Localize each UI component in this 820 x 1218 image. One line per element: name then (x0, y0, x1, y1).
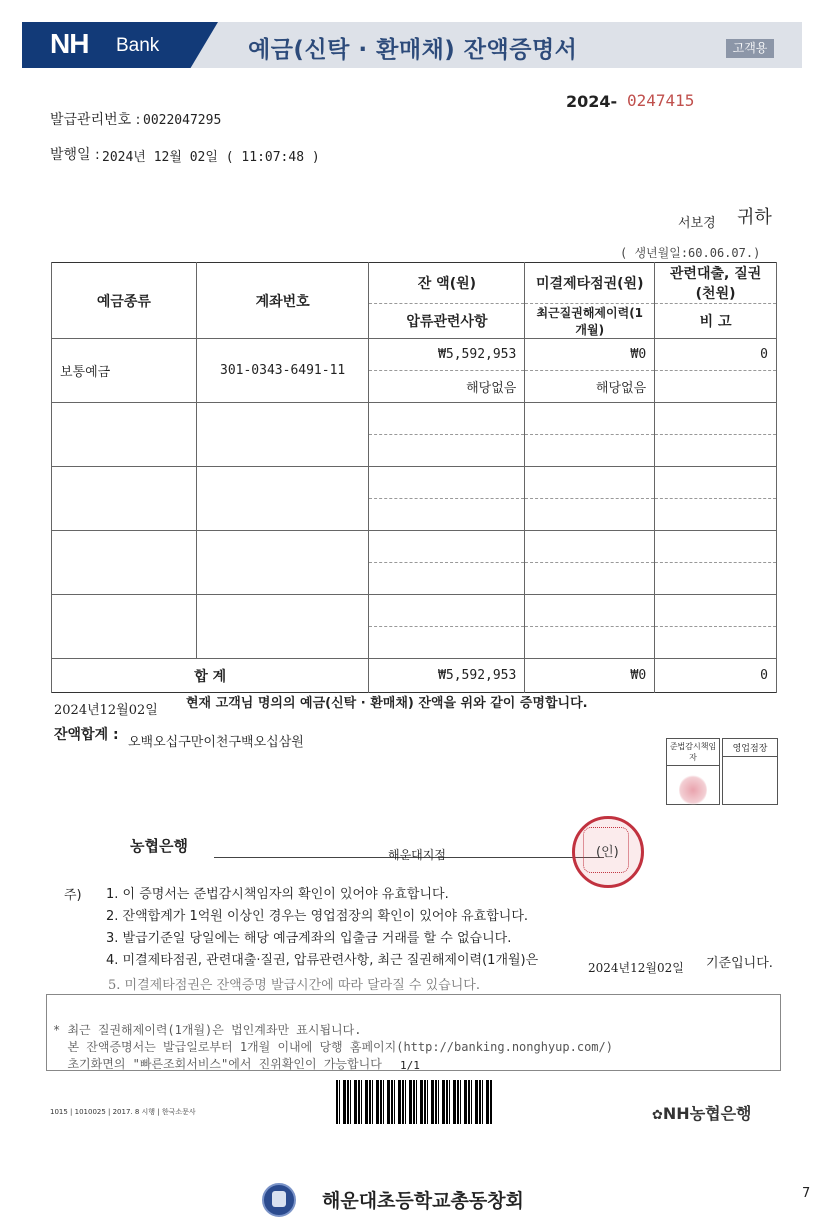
note-item: 1. 이 증명서는 준법감시책임자의 확인이 있어야 유효합니다. (106, 887, 449, 902)
note-item: 3. 발급기준일 당일에는 해당 예금계좌의 입출금 거래를 할 수 없습니다. (106, 931, 512, 946)
certify-date: 2024년12월02일 (54, 703, 158, 718)
empty-cell (655, 563, 777, 595)
manager-stamp-label: 영업점장 (723, 739, 777, 757)
empty-cell (369, 403, 525, 435)
notice-line: * 최근 질권해제이력(1개월)은 법인계좌만 표시됩니다. (53, 1023, 362, 1037)
page-number: 7 (802, 1186, 811, 1201)
officer-stamp-box (666, 738, 720, 805)
empty-cell (52, 595, 197, 659)
row-loan: 0 (655, 339, 777, 371)
empty-cell (369, 499, 525, 531)
empty-cell (196, 595, 369, 659)
empty-cell (52, 403, 197, 467)
header-deposit-type: 예금종류 (52, 263, 197, 339)
manager-stamp-box (722, 738, 778, 805)
doc-number-prefix: 2024- (566, 92, 618, 111)
empty-cell (525, 595, 655, 627)
recipient-suffix: 귀하 (737, 207, 772, 228)
total-loan: 0 (655, 659, 777, 693)
school-emblem-icon (262, 1183, 296, 1217)
issue-date-label: 발행일 : (50, 147, 100, 163)
header-seizure: 압류관련사항 (369, 304, 525, 339)
empty-cell (655, 403, 777, 435)
header-loan: 관련대출, 질권(천원) (655, 263, 777, 304)
balance-sum-value: 오백오십구만이천구백오십삼원 (128, 735, 304, 750)
note-4-suffix: 기준입니다. (706, 956, 773, 971)
mgmt-number-value: 0022047295 (143, 113, 222, 128)
certify-text: 현재 고객님 명의의 예금(신탁 · 환매채) 잔액을 위와 같이 증명합니다. (186, 696, 588, 711)
note-4-date: 2024년12월02일 (588, 961, 684, 975)
doc-number: 0247415 (627, 91, 695, 110)
balance-table (51, 262, 777, 693)
bank-logo-text: Bank (116, 35, 160, 56)
empty-cell (52, 467, 197, 531)
customer-badge: 고객용 (726, 39, 774, 58)
footer-logo-text: NH농협은행 (662, 1104, 752, 1123)
empty-cell (369, 563, 525, 595)
mgmt-number-label: 발급관리번호 : (50, 112, 141, 128)
footer-logo (652, 1101, 752, 1124)
row-balance: ₩5,592,953 (369, 339, 525, 371)
barcode-icon (336, 1080, 492, 1124)
header-account-number: 계좌번호 (196, 263, 369, 339)
empty-cell (655, 531, 777, 563)
row-cancel-history: 해당없음 (525, 371, 655, 403)
officer-stamp-label: 준법감시책임자 (667, 739, 719, 766)
page-indicator: 1/1 (400, 1059, 420, 1072)
total-label: 합 계 (52, 659, 369, 693)
total-balance: ₩5,592,953 (369, 659, 525, 693)
empty-cell (655, 435, 777, 467)
recipient-dob: ( 생년월일:60.06.07.) (620, 246, 761, 260)
form-code: 1015 | 1010025 | 2017. 8 시행 | 한국소문사 (50, 1108, 196, 1116)
row-account-number: 301-0343-6491-11 (196, 339, 369, 403)
empty-cell (525, 499, 655, 531)
empty-cell (655, 499, 777, 531)
branch-name: 해운대지점 (388, 848, 446, 862)
officer-stamp-mark (679, 774, 707, 806)
empty-cell (196, 403, 369, 467)
notice-line: 초기화면의 "빠른조회서비스"에서 진위확인이 가능합니다 (53, 1057, 382, 1071)
bank-seal-icon (572, 816, 644, 888)
empty-cell (525, 403, 655, 435)
empty-cell (369, 595, 525, 627)
empty-cell (196, 531, 369, 595)
notes-label: 주) (64, 888, 82, 903)
association-name: 해운대초등학교총동창회 (322, 1190, 524, 1212)
empty-cell (52, 531, 197, 595)
empty-cell (525, 435, 655, 467)
nh-leaf-icon: ✿ (652, 1108, 663, 1123)
empty-cell (655, 467, 777, 499)
header-balance: 잔 액(원) (369, 263, 525, 304)
balance-sum-label: 잔액합계 : (54, 727, 119, 743)
empty-cell (369, 531, 525, 563)
empty-cell (525, 627, 655, 659)
header-remarks: 비 고 (655, 304, 777, 339)
empty-cell (655, 627, 777, 659)
empty-cell (196, 467, 369, 531)
row-deposit-type: 보통예금 (52, 339, 197, 403)
empty-cell (525, 531, 655, 563)
empty-cell (369, 435, 525, 467)
empty-cell (655, 595, 777, 627)
empty-cell (369, 467, 525, 499)
total-uncollected: ₩0 (525, 659, 655, 693)
bank-name: 농협은행 (130, 837, 188, 855)
empty-cell (525, 467, 655, 499)
issue-date-value: 2024년 12월 02일 ( 11:07:48 ) (102, 150, 320, 165)
header-uncollected: 미결제타점권(원) (525, 263, 655, 304)
row-uncollected: ₩0 (525, 339, 655, 371)
note-item-5: 5. 미결제타점권은 잔액증명 발급시간에 따라 달라질 수 있습니다. (108, 978, 480, 993)
empty-cell (525, 563, 655, 595)
nh-logo-text: NH (50, 28, 89, 59)
row-remarks (655, 371, 777, 403)
header-cancel-history: 최근질권해제이력(1개월) (525, 304, 655, 339)
notice-line: 본 잔액증명서는 발급일로부터 1개월 이내에 당행 홈페이지(http://banking.nonghyup.com/) (53, 1040, 613, 1054)
seal-text: (인) (596, 845, 619, 860)
row-seizure: 해당없음 (369, 371, 525, 403)
empty-cell (369, 627, 525, 659)
document-title: 예금(신탁 · 환매채) 잔액증명서 (248, 37, 578, 63)
note-item: 2. 잔액합계가 1억원 이상인 경우는 영업점장의 확인이 있어야 유효합니다. (106, 909, 529, 924)
note-item: 4. 미결제타점권, 관련대출·질권, 압류관련사항, 최근 질권해제이력(1개월)은 (106, 953, 539, 968)
recipient-name: 서보경 (678, 216, 716, 231)
notes-list (106, 884, 538, 972)
